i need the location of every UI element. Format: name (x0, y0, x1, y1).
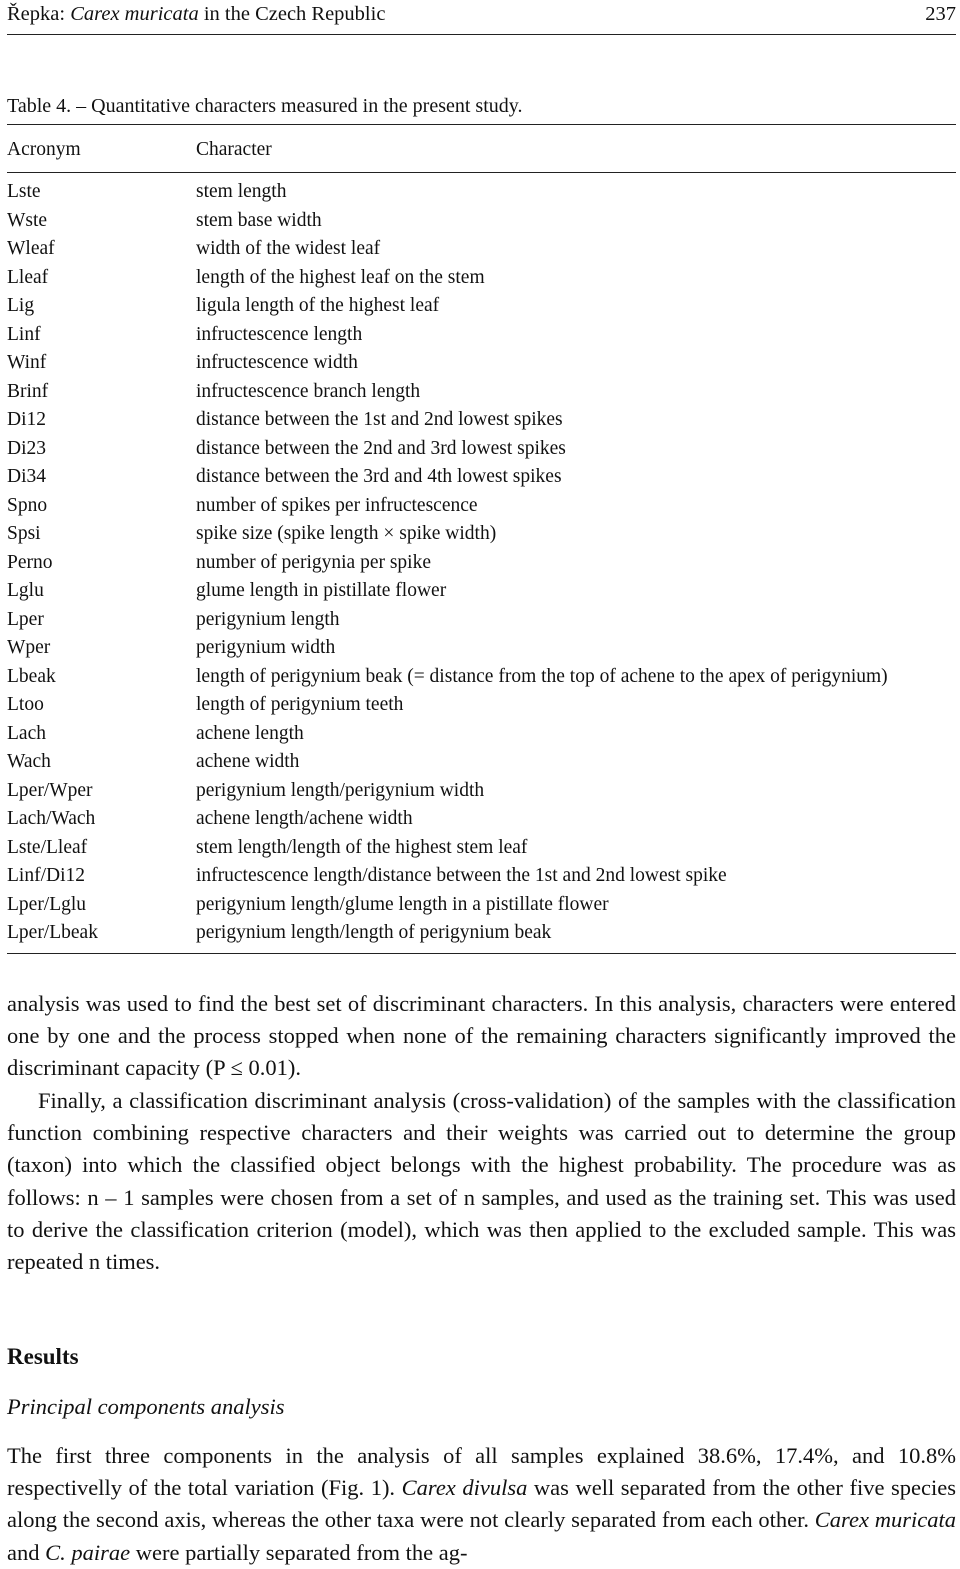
table-row (0, 264, 960, 293)
character-cell: perigynium length/glume length in a pistillate flower (196, 893, 609, 915)
species-name: Carex muricata (70, 3, 199, 25)
character-cell: infructescence length/distance between the 1st and 2nd lowest spike (196, 865, 727, 886)
table-row (0, 748, 960, 777)
character-cell: stem length (196, 181, 287, 202)
character-cell: infructescence width (196, 352, 358, 373)
table-bottom-rule (7, 953, 956, 954)
acronym-cell: Di34 (7, 466, 46, 487)
character-cell: distance between the 1st and 2nd lowest spikes (196, 409, 563, 430)
acronym-cell: Lper/Lglu (7, 893, 87, 915)
acronym-cell: Lste (7, 181, 41, 202)
character-cell: width of the widest leaf (196, 238, 381, 259)
table-row (0, 435, 960, 464)
character-cell: glume length in pistillate flower (196, 580, 447, 601)
acronym-cell: Lper/Wper (7, 779, 93, 801)
character-cell: perigynium length/perigynium width (196, 779, 485, 801)
acronym-cell: Lbeak (7, 665, 56, 687)
acronym-cell: Brinf (7, 380, 49, 402)
acronym-cell: Wleaf (7, 238, 55, 259)
table-row (0, 606, 960, 635)
character-cell: spike size (spike length × spike width) (196, 523, 497, 544)
table-row (0, 349, 960, 378)
acronym-cell: Wach (7, 751, 51, 772)
page-number: 237 (925, 3, 956, 25)
running-header (7, 0, 956, 34)
acronym-cell: Spno (7, 494, 48, 516)
acronym-cell: Spsi (7, 523, 41, 544)
acronym-cell: Lste/Lleaf (7, 836, 88, 858)
species-name: Carex divulsa (401, 1475, 528, 1501)
table-row (0, 520, 960, 549)
acronym-cell: Wper (7, 637, 51, 658)
table-row (0, 834, 960, 863)
character-cell: stem length/length of the highest stem leaf (196, 836, 528, 858)
acronym-cell: Lach (7, 722, 46, 744)
table-caption: Table 4. – Quantitative characters measured in the present study. (7, 95, 523, 117)
acronym-cell: Lper/Lbeak (7, 922, 98, 943)
table-row (0, 919, 960, 948)
character-cell: perigynium length (196, 608, 340, 630)
character-cell: infructescence branch length (196, 380, 421, 402)
character-cell: stem base width (196, 209, 322, 231)
table-row (0, 406, 960, 435)
paragraph: Finally, a classification discriminant analysis (cross-validation) of the samples with the classification function combining respective characters and their weights was carried out to determine the group (taxon) into which the classified object belongs with the highest probability. The procedure was as follows: n – 1 samples were chosen from a set of n samples, and used as the training set. This was used to derive the classification criterion (model), which was then applied to the excluded sample. This was repeated n times. (7, 1088, 956, 1275)
table-row (0, 663, 960, 692)
table-row (0, 178, 960, 207)
character-cell: distance between the 3rd and 4th lowest spikes (196, 466, 562, 487)
acronym-cell: Lper (7, 608, 44, 630)
acronym-cell: Linf (7, 323, 41, 345)
paragraph: analysis was used to find the best set of discriminant characters. In this analysis, characters were entered one by one and the process stopped when none of the remaining characters significantly improved the discriminant capacity (P ≤ 0.01). (7, 991, 956, 1081)
table-row (0, 492, 960, 521)
table-body (0, 178, 960, 948)
acronym-cell: Winf (7, 352, 47, 373)
species-name: Carex muricata (814, 1507, 956, 1533)
acronym-cell: Wste (7, 209, 48, 231)
acronym-cell: Linf/Di12 (7, 865, 85, 886)
species-name: C. pairae (45, 1539, 131, 1565)
character-cell: achene length/achene width (196, 808, 413, 829)
acronym-cell: Perno (7, 551, 53, 573)
table-row (0, 805, 960, 834)
character-cell: length of the highest leaf on the stem (196, 266, 485, 288)
character-cell: infructescence length (196, 323, 363, 345)
table-row (0, 463, 960, 492)
section-title: Results (7, 1344, 79, 1369)
table-header-rule (7, 172, 956, 173)
table-row (0, 207, 960, 236)
character-cell: distance between the 2nd and 3rd lowest spikes (196, 437, 566, 459)
table-row (0, 321, 960, 350)
table-row (0, 634, 960, 663)
character-cell: achene width (196, 751, 300, 772)
character-cell: length of perigynium teeth (196, 694, 404, 715)
table-row (0, 691, 960, 720)
table-row (0, 577, 960, 606)
acronym-cell: Di12 (7, 409, 46, 430)
character-cell: perigynium length/length of perigynium beak (196, 922, 552, 943)
acronym-cell: Ltoo (7, 694, 44, 715)
column-header-acronym: Acronym (7, 139, 81, 160)
header-rule (7, 34, 956, 35)
acronym-cell: Lig (7, 295, 35, 316)
table-row (0, 862, 960, 891)
character-cell: number of perigynia per spike (196, 551, 432, 573)
table-row (0, 378, 960, 407)
table-row (0, 777, 960, 806)
acronym-cell: Lleaf (7, 266, 49, 288)
character-cell: length of perigynium beak (= distance from the top of achene to the apex of perigynium) (196, 665, 888, 687)
table-row (0, 720, 960, 749)
acronym-cell: Di23 (7, 437, 46, 459)
acronym-cell: Lach/Wach (7, 808, 96, 829)
character-cell: perigynium width (196, 637, 336, 658)
table-row (0, 549, 960, 578)
subsection-title: Principal components analysis (7, 1394, 285, 1419)
character-cell: number of spikes per infructescence (196, 494, 478, 516)
table-top-rule (7, 124, 956, 125)
character-cell: ligula length of the highest leaf (196, 295, 440, 316)
column-header-character: Character (196, 139, 272, 160)
table-row (0, 292, 960, 321)
table-row (0, 891, 960, 920)
character-cell: achene length (196, 722, 304, 744)
running-title: Řepka: Carex muricata in the Czech Republic (7, 3, 386, 25)
paragraph: The first three components in the analysis of all samples explained 38.6%, 17.4%, and 10.8% respectivelly of the total variation (Fig. 1). Carex divulsa was well separated from the other five species along the second axis, whereas the other taxa were not clearly separated from each other. Carex muricata and C. pairae were partially separated from the ag- (7, 1443, 956, 1565)
acronym-cell: Lglu (7, 580, 44, 601)
table-row (0, 235, 960, 264)
